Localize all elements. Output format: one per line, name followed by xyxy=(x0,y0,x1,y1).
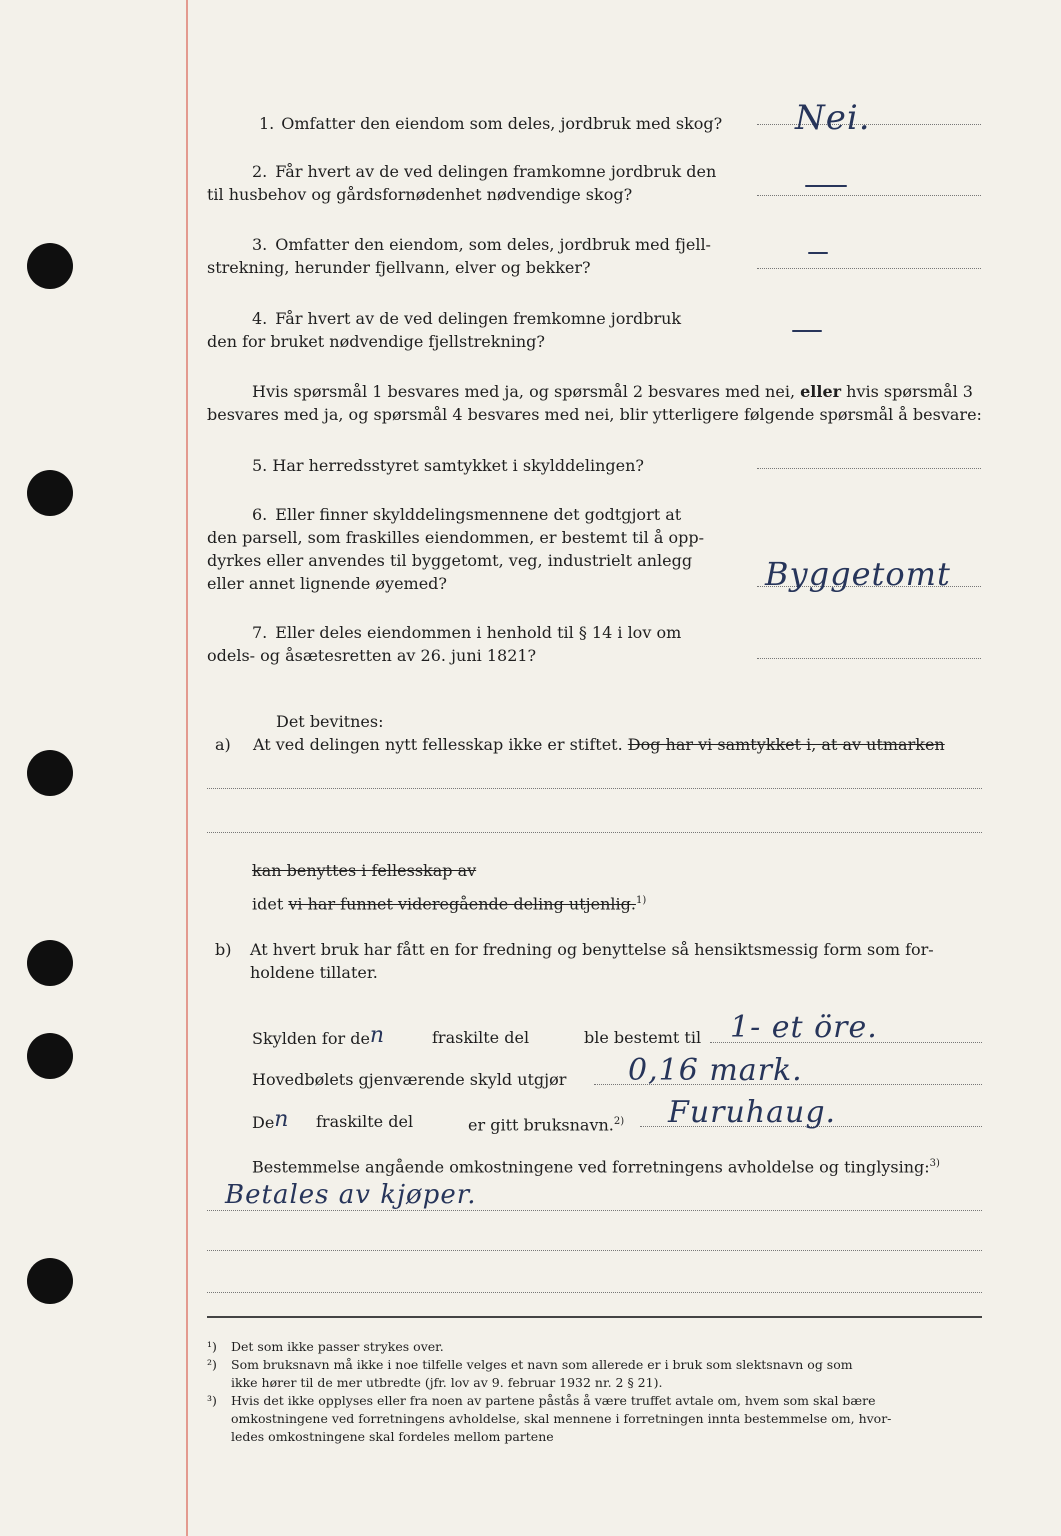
footnote-ref: 1) xyxy=(635,895,647,906)
question-5 xyxy=(252,454,644,477)
question-text: den for bruket nødvendige fjellstrekning? xyxy=(207,332,545,351)
struck-text: vi har funnet videregående deling utjenlig. xyxy=(288,894,636,914)
blank-line xyxy=(207,788,982,789)
question-text: Eller finner skylddelingsmennene det godtgjort at xyxy=(275,505,682,524)
skyld-value-1: 1- et öre. xyxy=(730,1010,878,1045)
footnote-text: omkostningene ved forretningens avholdelse, skal mennene i forretningen innta bestemmelse om, hvor- xyxy=(231,1411,892,1426)
question-6 xyxy=(207,503,755,595)
question-text: Har herredsstyret samtykket i skylddelingen? xyxy=(272,456,645,475)
question-4 xyxy=(207,307,755,353)
struck-text: kan benyttes i fellesskap av xyxy=(252,861,477,880)
answer-4 xyxy=(792,330,822,332)
punch-hole xyxy=(27,1033,73,1079)
question-text: dyrkes eller anvendes til byggetomt, veg, industrielt anlegg xyxy=(207,551,693,570)
paragraph-text: eller xyxy=(800,382,842,401)
skyld-label-4 xyxy=(252,1152,940,1178)
punch-hole xyxy=(27,940,73,986)
question-2 xyxy=(207,160,755,206)
label: De xyxy=(252,1113,275,1132)
item-label: a) xyxy=(215,735,231,754)
question-7 xyxy=(207,621,755,667)
footnote-2 xyxy=(207,1356,982,1392)
answer-line xyxy=(757,658,981,659)
answer-3 xyxy=(808,252,828,254)
footnote-mark: ¹) xyxy=(207,1339,217,1354)
conditional-paragraph xyxy=(207,380,982,426)
paragraph-text: besvares med ja, og spørsmål 4 besvares med nei, blir ytterligere følgende spørsmål å besvare: xyxy=(207,405,982,424)
question-number: 7. xyxy=(252,623,268,642)
skyld-label-3 xyxy=(252,1107,290,1134)
footnote-3 xyxy=(207,1392,982,1446)
skyld-value-3: Furuhaug. xyxy=(668,1095,837,1130)
blank-line xyxy=(207,1292,982,1293)
question-text: Får hvert av de ved delingen fremkomne jordbruk xyxy=(275,309,682,328)
label: ble bestemt til xyxy=(584,1028,702,1047)
question-text: strekning, herunder fjellvann, elver og bekker? xyxy=(207,258,591,277)
answer-line xyxy=(757,195,981,196)
attest-text: At ved delingen nytt fellesskap ikke er stiftet. xyxy=(252,735,623,754)
attest-a xyxy=(215,733,945,756)
footnote-text: ikke hører til de mer utbredte (jfr. lov av 9. februar 1932 nr. 2 § 21). xyxy=(231,1375,663,1390)
question-text: odels- og åsætesretten av 26. juni 1821? xyxy=(207,646,537,665)
question-text: Eller deles eiendommen i henhold til § 14 i lov om xyxy=(275,623,682,642)
label: Skylden for de xyxy=(252,1029,370,1048)
paragraph-text: hvis spørsmål 3 xyxy=(846,382,973,401)
label: er gitt bruksnavn. xyxy=(468,1115,614,1135)
footnote-1 xyxy=(207,1338,982,1356)
punch-hole xyxy=(27,243,73,289)
punch-hole xyxy=(27,750,73,796)
skyld-value-4: Betales av kjøper. xyxy=(225,1180,477,1210)
footnote-text: ledes omkostningene skal fordeles mellom partene xyxy=(231,1429,554,1444)
paragraph-text: Hvis spørsmål 1 besvares med ja, og spørsmål 2 besvares med nei, xyxy=(252,382,796,401)
attest-text: holdene tillater. xyxy=(250,963,378,982)
answer-line xyxy=(757,468,981,469)
question-3 xyxy=(207,233,755,279)
footnote-mark: ²) xyxy=(207,1357,217,1372)
question-number: 5. xyxy=(252,456,268,475)
footnote-ref: 2) xyxy=(613,1116,625,1127)
skyld-value-2: 0,16 mark. xyxy=(628,1053,803,1088)
question-1 xyxy=(207,112,755,135)
question-number: 3. xyxy=(252,235,268,254)
punch-hole xyxy=(27,1258,73,1304)
skyld-label-1 xyxy=(252,1023,386,1050)
footnote-ref: 3) xyxy=(929,1158,940,1169)
question-text: Omfatter den eiendom som deles, jordbruk med skog? xyxy=(281,114,723,133)
attest-b xyxy=(250,938,982,984)
skyld-label-2: Hovedbølets gjenværende skyld utgjør xyxy=(252,1070,567,1089)
margin-line xyxy=(186,0,188,1536)
punch-hole xyxy=(27,470,73,516)
blank-line xyxy=(207,1250,982,1251)
answer-1: Nei. xyxy=(795,98,871,138)
label: Bestemmelse angående omkostningene ved forretningens avholdelse og tinglysing: xyxy=(252,1157,930,1177)
handwritten-letter: n xyxy=(369,1023,386,1048)
answer-line xyxy=(757,268,981,269)
question-text: den parsell, som fraskilles eiendommen, er bestemt til å opp- xyxy=(207,528,704,547)
footnote-text: Som bruksnavn må ikke i noe tilfelle velges et navn som allerede er i bruk som slektsnavn og som xyxy=(231,1357,853,1372)
label xyxy=(468,1110,624,1136)
attest-heading: Det bevitnes: xyxy=(276,712,384,731)
question-number: 1. xyxy=(259,114,275,133)
attest-b-label: b) xyxy=(215,940,232,959)
label: fraskilte del xyxy=(316,1112,414,1131)
footnote-divider xyxy=(207,1316,982,1318)
blank-line xyxy=(207,832,982,833)
footnote-text: Det som ikke passer strykes over. xyxy=(231,1339,444,1354)
blank-line xyxy=(207,1210,982,1211)
question-number: 6. xyxy=(252,505,268,524)
question-number: 2. xyxy=(252,162,268,181)
attest-text: At hvert bruk har fått en for fredning og benyttelse så hensiktsmessig form som for- xyxy=(250,940,934,959)
footnotes xyxy=(207,1338,982,1446)
answer-2 xyxy=(805,185,847,187)
question-text: Omfatter den eiendom, som deles, jordbruk med fjell- xyxy=(275,235,711,254)
footnote-text: Hvis det ikke opplyses eller fra noen av partene påstås å være truffet avtale om, hvem som skal bære xyxy=(231,1393,876,1408)
answer-6: Byggetomt xyxy=(765,555,951,593)
struck-text: Dog har vi samtykket i, at av utmarken xyxy=(627,735,945,754)
question-number: 4. xyxy=(252,309,268,328)
idet-line xyxy=(252,889,646,915)
question-text: Får hvert av de ved delingen framkomne jordbruk den xyxy=(275,162,717,181)
footnote-mark: ³) xyxy=(207,1393,217,1408)
handwritten-letter: n xyxy=(274,1107,290,1132)
text: idet xyxy=(252,894,284,914)
question-text: eller annet lignende øyemed? xyxy=(207,574,447,593)
label: fraskilte del xyxy=(432,1028,530,1047)
question-text: til husbehov og gårdsfornødenhet nødvendige skog? xyxy=(207,185,633,204)
